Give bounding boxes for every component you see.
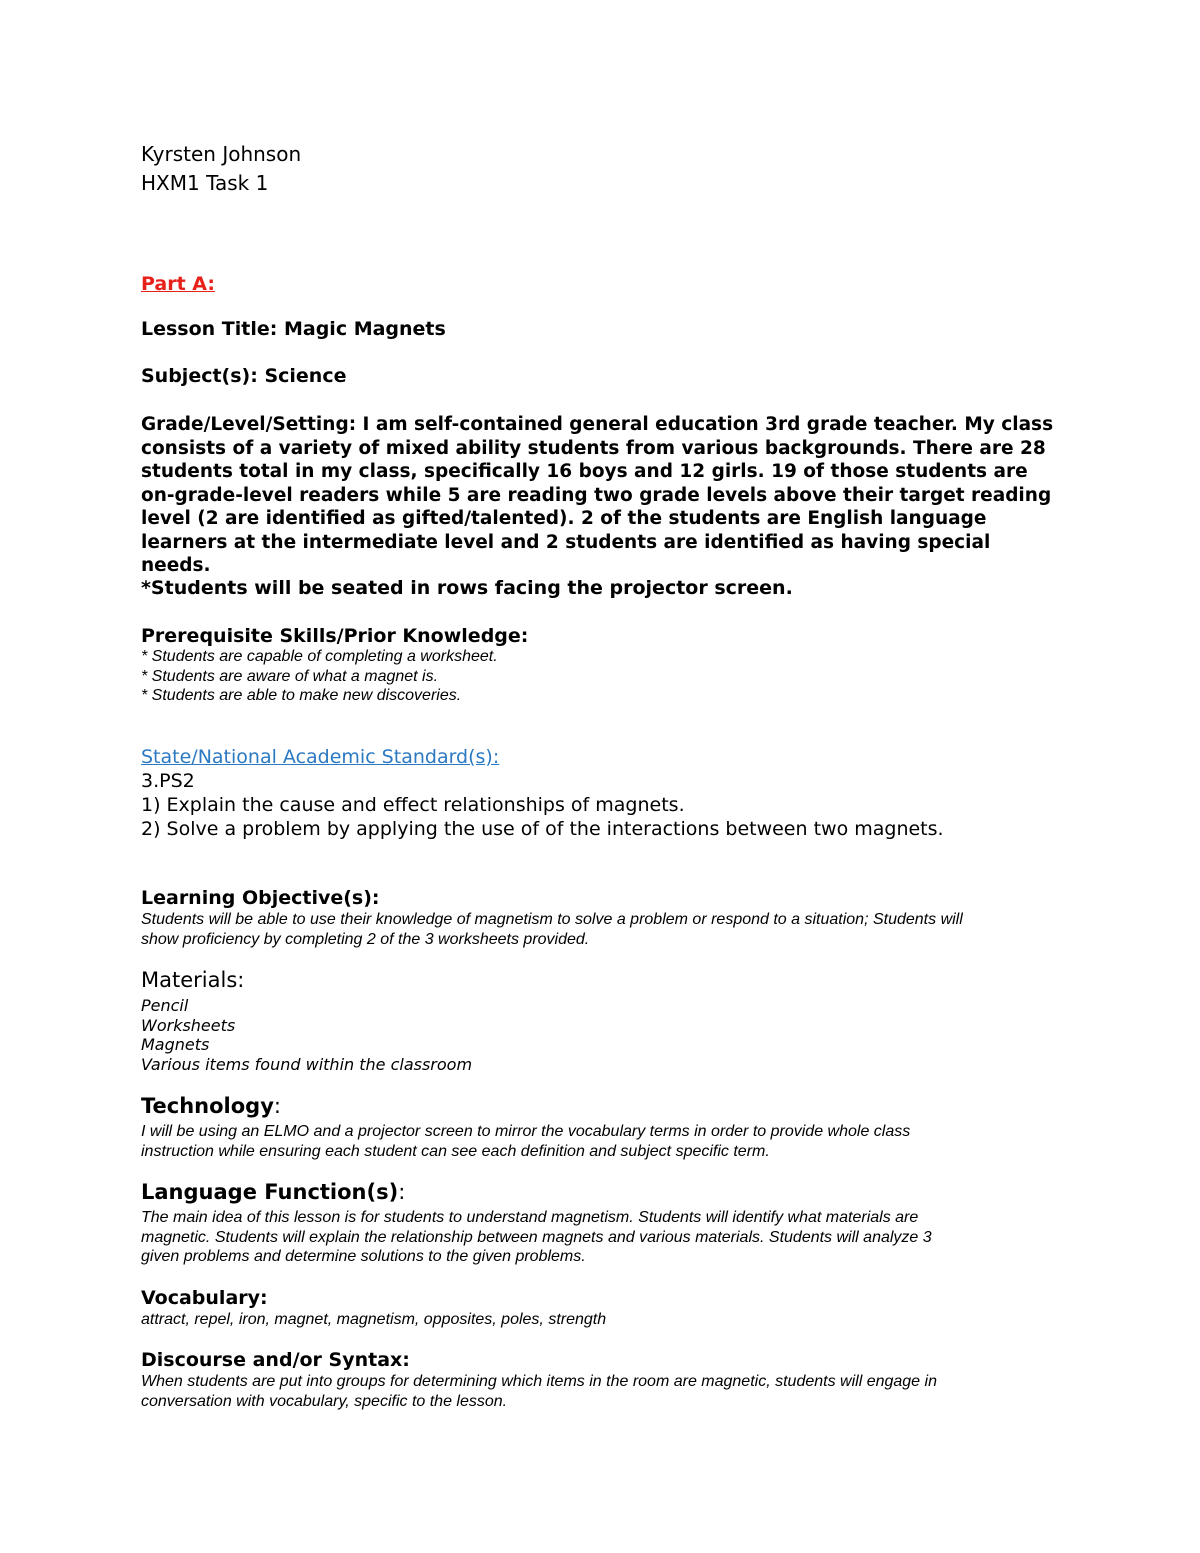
task-title: HXM1 Task 1 xyxy=(141,171,269,195)
text-line: show proficiency by completing 2 of the 3 worksheets provided. xyxy=(141,930,590,948)
subjects: Subject(s): Science xyxy=(141,365,347,387)
lesson-title: Lesson Title: Magic Magnets xyxy=(141,318,446,340)
discourse-text xyxy=(141,1372,1071,1411)
text-line: conversation with vocabulary, specific to the lesson. xyxy=(141,1392,508,1410)
text-line: magnetic. Students will explain the relationship between magnets and various materials. Students will analyze 3 xyxy=(141,1228,932,1246)
text-line: When students are put into groups for determining which items in the room are magnetic, students will engage in xyxy=(141,1373,937,1390)
prerequisite-item: * Students are aware of what a magnet is. xyxy=(141,667,439,685)
technology-text xyxy=(141,1122,1071,1161)
material-item: Magnets xyxy=(141,1035,210,1054)
prerequisite-item: * Students are capable of completing a worksheet. xyxy=(141,648,498,665)
author-name: Kyrsten Johnson xyxy=(141,142,302,166)
text-line: instruction while ensuring each student can see each definition and subject specific term. xyxy=(141,1142,770,1160)
learning-objectives-heading: Learning Objective(s): xyxy=(141,887,380,909)
material-item: Pencil xyxy=(141,996,189,1015)
materials-heading: Materials: xyxy=(141,968,245,992)
vocabulary-text: attract, repel, iron, magnet, magnetism, opposites, poles, strength xyxy=(141,1311,607,1328)
material-item: Various items found within the classroom xyxy=(141,1054,473,1074)
text-line: Students will be able to use their knowledge of magnetism to solve a problem or respond to a situation; Students will xyxy=(141,911,963,928)
standards-heading: State/National Academic Standard(s): xyxy=(141,746,500,768)
technology-heading-colon: : xyxy=(273,1094,281,1118)
seating-note: *Students will be seated in rows facing the projector screen. xyxy=(141,577,793,599)
standard-item: 1) Explain the cause and effect relationships of magnets. xyxy=(141,794,685,816)
discourse-heading: Discourse and/or Syntax: xyxy=(141,1349,410,1371)
materials-list xyxy=(141,996,1071,1074)
language-function-text xyxy=(141,1208,1071,1267)
vocabulary-heading: Vocabulary: xyxy=(141,1287,268,1309)
learning-objectives-text xyxy=(141,910,1071,949)
language-function-heading-colon: : xyxy=(398,1180,406,1204)
text-line: I will be using an ELMO and a projector screen to mirror the vocabulary terms in order to provide whole class xyxy=(141,1123,911,1140)
material-item: Worksheets xyxy=(141,1015,236,1035)
text-line: given problems and determine solutions to the given problems. xyxy=(141,1248,586,1265)
grade-level-setting: Grade/Level/Setting: I am self-contained general education 3rd grade teacher. My class consists of a variety of mixed ability students from various backgrounds. There are 28 students total in my class, specifically 16 boys and 12 girls. 19 of those students are on-grade-level readers while 5 are reading two grade levels above their target reading level (2 are identified as gifted/talented). 2 of the students are English language learners at the intermediate level and 2 students are identified as having special needs. xyxy=(141,414,1054,576)
technology-heading-label: Technology xyxy=(141,1094,274,1118)
part-a-heading: Part A: xyxy=(141,273,215,295)
standards-code: 3.PS2 xyxy=(141,770,195,792)
language-function-heading-label: Language Function(s) xyxy=(141,1180,399,1204)
prerequisite-list xyxy=(141,647,1071,706)
prerequisite-item: * Students are able to make new discoveries. xyxy=(141,687,462,704)
technology-heading xyxy=(141,1094,281,1118)
language-function-heading xyxy=(141,1180,405,1204)
prerequisite-heading: Prerequisite Skills/Prior Knowledge: xyxy=(141,625,529,647)
standard-item: 2) Solve a problem by applying the use of of the interactions between two magnets. xyxy=(141,818,944,840)
text-line: The main idea of this lesson is for students to understand magnetism. Students will identify what materials are xyxy=(141,1209,919,1226)
